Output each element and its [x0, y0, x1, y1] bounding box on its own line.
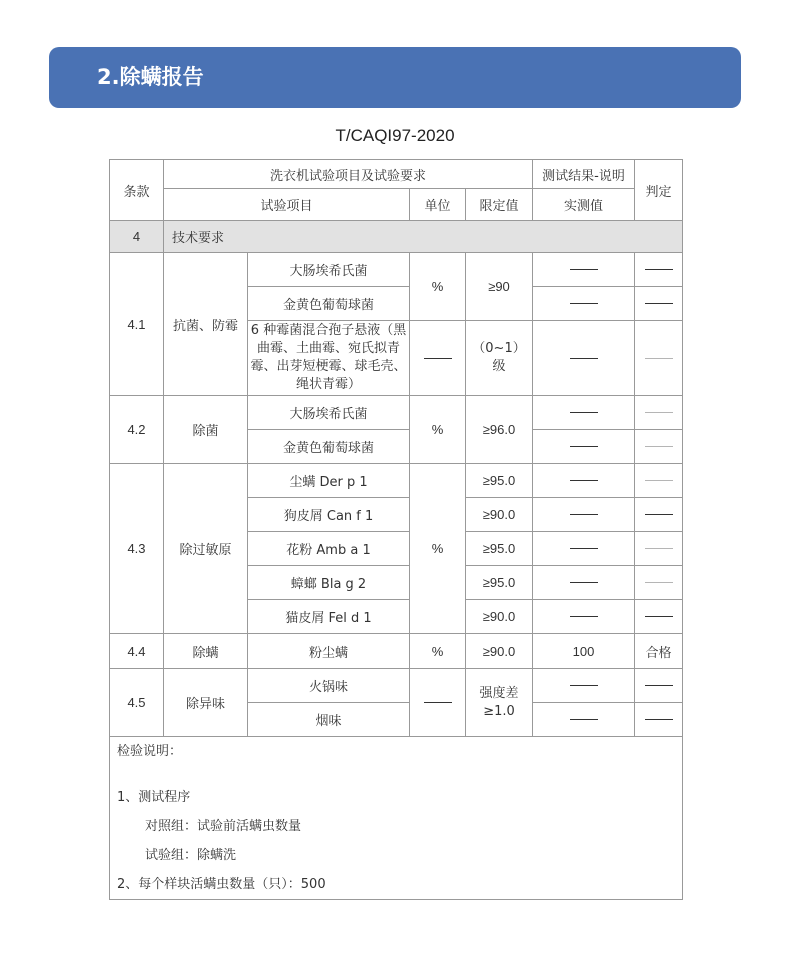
- judgement-dash: [635, 253, 683, 287]
- notes-spacer: [117, 766, 682, 783]
- item-name: 粉尘螨: [248, 634, 410, 669]
- item-name: 大肠埃希氏菌: [248, 253, 410, 287]
- header-limit: 限定值: [466, 189, 533, 221]
- header-requirements: 洗衣机试验项目及试验要求: [164, 160, 533, 189]
- judgement-dash: [635, 600, 683, 634]
- item-limit: ≥95.0: [466, 532, 533, 566]
- measured-dash: [533, 566, 635, 600]
- judgement-dash: [635, 703, 683, 737]
- dash-mark: [645, 582, 673, 583]
- dash-mark: [570, 514, 598, 515]
- judgement-dash: [635, 532, 683, 566]
- dash-mark: [645, 269, 673, 270]
- notes-cell: [110, 737, 683, 900]
- item-name: 火锅味: [248, 669, 410, 703]
- dash-mark: [570, 446, 598, 447]
- mold-limit: （0~1）级: [466, 321, 533, 396]
- item-name: 花粉 Amb a 1: [248, 532, 410, 566]
- item-name: 狗皮屑 Can f 1: [248, 498, 410, 532]
- header-clause: 条款: [110, 160, 164, 221]
- header-row-2: [110, 189, 683, 221]
- notes-test-group: 试验组：除螨洗: [145, 848, 237, 863]
- category-4-2: 除菌: [164, 396, 248, 464]
- notes-item-2: 2、每个样块活螨虫数量（只）：500: [117, 877, 326, 892]
- dash-mark: [424, 702, 452, 703]
- dash-mark: [570, 269, 598, 270]
- dash-mark: [424, 358, 452, 359]
- item-limit: ≥90.0: [466, 600, 533, 634]
- judgement-dash: [635, 464, 683, 498]
- clause-4-5: 4.5: [110, 669, 164, 737]
- dash-mark: [645, 719, 673, 720]
- judgement-dash: [635, 498, 683, 532]
- unit-4-1: %: [410, 253, 466, 321]
- measured-dash: [533, 287, 635, 321]
- banner-title: 2.除螨报告: [97, 65, 204, 89]
- item-name: 大肠埃希氏菌: [248, 396, 410, 430]
- section-title: 技术要求: [164, 221, 683, 253]
- dash-mark: [570, 582, 598, 583]
- dash-mark: [570, 412, 598, 413]
- judgement-dash: [635, 321, 683, 396]
- limit-4-4: ≥90.0: [466, 634, 533, 669]
- dash-mark: [570, 616, 598, 617]
- dash-mark: [645, 548, 673, 549]
- unit-4-2: %: [410, 396, 466, 464]
- header-judgement: 判定: [635, 160, 683, 221]
- judgement-4-4: 合格: [635, 634, 683, 669]
- table-row: [110, 396, 683, 430]
- item-name: 金黄色葡萄球菌: [248, 287, 410, 321]
- limit-4-1: ≥90: [466, 253, 533, 321]
- item-name: 烟味: [248, 703, 410, 737]
- category-4-4: 除螨: [164, 634, 248, 669]
- measured-dash: [533, 498, 635, 532]
- dash-mark: [645, 303, 673, 304]
- table-row: [110, 464, 683, 498]
- judgement-dash: [635, 430, 683, 464]
- unit-dash: [410, 321, 466, 396]
- clause-4-3: 4.3: [110, 464, 164, 634]
- header-test-item: 试验项目: [164, 189, 410, 221]
- notes-item-1: 1、测试程序: [117, 790, 191, 805]
- dash-mark: [645, 514, 673, 515]
- measured-dash: [533, 600, 635, 634]
- item-name: 蟑螂 Bla g 2: [248, 566, 410, 600]
- unit-4-3: %: [410, 464, 466, 634]
- dash-mark: [645, 446, 673, 447]
- dash-mark: [570, 548, 598, 549]
- notes-control-group: 对照组：试验前活螨虫数量: [145, 819, 302, 834]
- dash-mark: [645, 616, 673, 617]
- clause-4-2: 4.2: [110, 396, 164, 464]
- judgement-dash: [635, 287, 683, 321]
- mold-item: 6 种霉菌混合孢子悬液（黑曲霉、土曲霉、宛氏拟青霉、出芽短梗霉、球毛壳、绳状青霉）: [248, 321, 410, 396]
- judgement-dash: [635, 396, 683, 430]
- judgement-dash: [635, 566, 683, 600]
- judgement-dash: [635, 669, 683, 703]
- measured-dash: [533, 396, 635, 430]
- unit-dash: [410, 669, 466, 737]
- section-banner: [49, 47, 741, 108]
- item-limit: ≥95.0: [466, 566, 533, 600]
- standard-code: T/CAQI97-2020: [335, 126, 455, 145]
- dash-mark: [645, 412, 673, 413]
- item-name: 金黄色葡萄球菌: [248, 430, 410, 464]
- dash-mark: [645, 685, 673, 686]
- unit-4-4: %: [410, 634, 466, 669]
- measured-dash: [533, 669, 635, 703]
- measured-dash: [533, 321, 635, 396]
- dash-mark: [645, 358, 673, 359]
- report-table: [109, 159, 683, 900]
- dash-mark: [645, 480, 673, 481]
- notes-title: 检验说明：: [117, 744, 183, 759]
- header-row-1: [110, 160, 683, 189]
- measured-dash: [533, 703, 635, 737]
- category-4-5: 除异味: [164, 669, 248, 737]
- table-row: [110, 669, 683, 703]
- item-limit: ≥90.0: [466, 498, 533, 532]
- item-name: 猫皮屑 Fel d 1: [248, 600, 410, 634]
- table-row: [110, 253, 683, 287]
- table-row: [110, 634, 683, 669]
- measured-dash: [533, 253, 635, 287]
- header-result: 测试结果-说明: [533, 160, 635, 189]
- section-row: [110, 221, 683, 253]
- dash-mark: [570, 480, 598, 481]
- header-measured: 实测值: [533, 189, 635, 221]
- measured-dash: [533, 464, 635, 498]
- item-name: 尘螨 Der p 1: [248, 464, 410, 498]
- measured-dash: [533, 430, 635, 464]
- category-4-1: 抗菌、防霉: [164, 253, 248, 396]
- dash-mark: [570, 358, 598, 359]
- clause-4-4: 4.4: [110, 634, 164, 669]
- item-limit: ≥95.0: [466, 464, 533, 498]
- header-unit: 单位: [410, 189, 466, 221]
- limit-4-2: ≥96.0: [466, 396, 533, 464]
- measured-4-4: 100: [533, 634, 635, 669]
- dash-mark: [570, 719, 598, 720]
- section-clause: 4: [110, 221, 164, 253]
- notes-row: [110, 737, 683, 900]
- limit-4-5: 强度差≥1.0: [466, 669, 533, 737]
- measured-dash: [533, 532, 635, 566]
- category-4-3: 除过敏原: [164, 464, 248, 634]
- dash-mark: [570, 685, 598, 686]
- dash-mark: [570, 303, 598, 304]
- clause-4-1: 4.1: [110, 253, 164, 396]
